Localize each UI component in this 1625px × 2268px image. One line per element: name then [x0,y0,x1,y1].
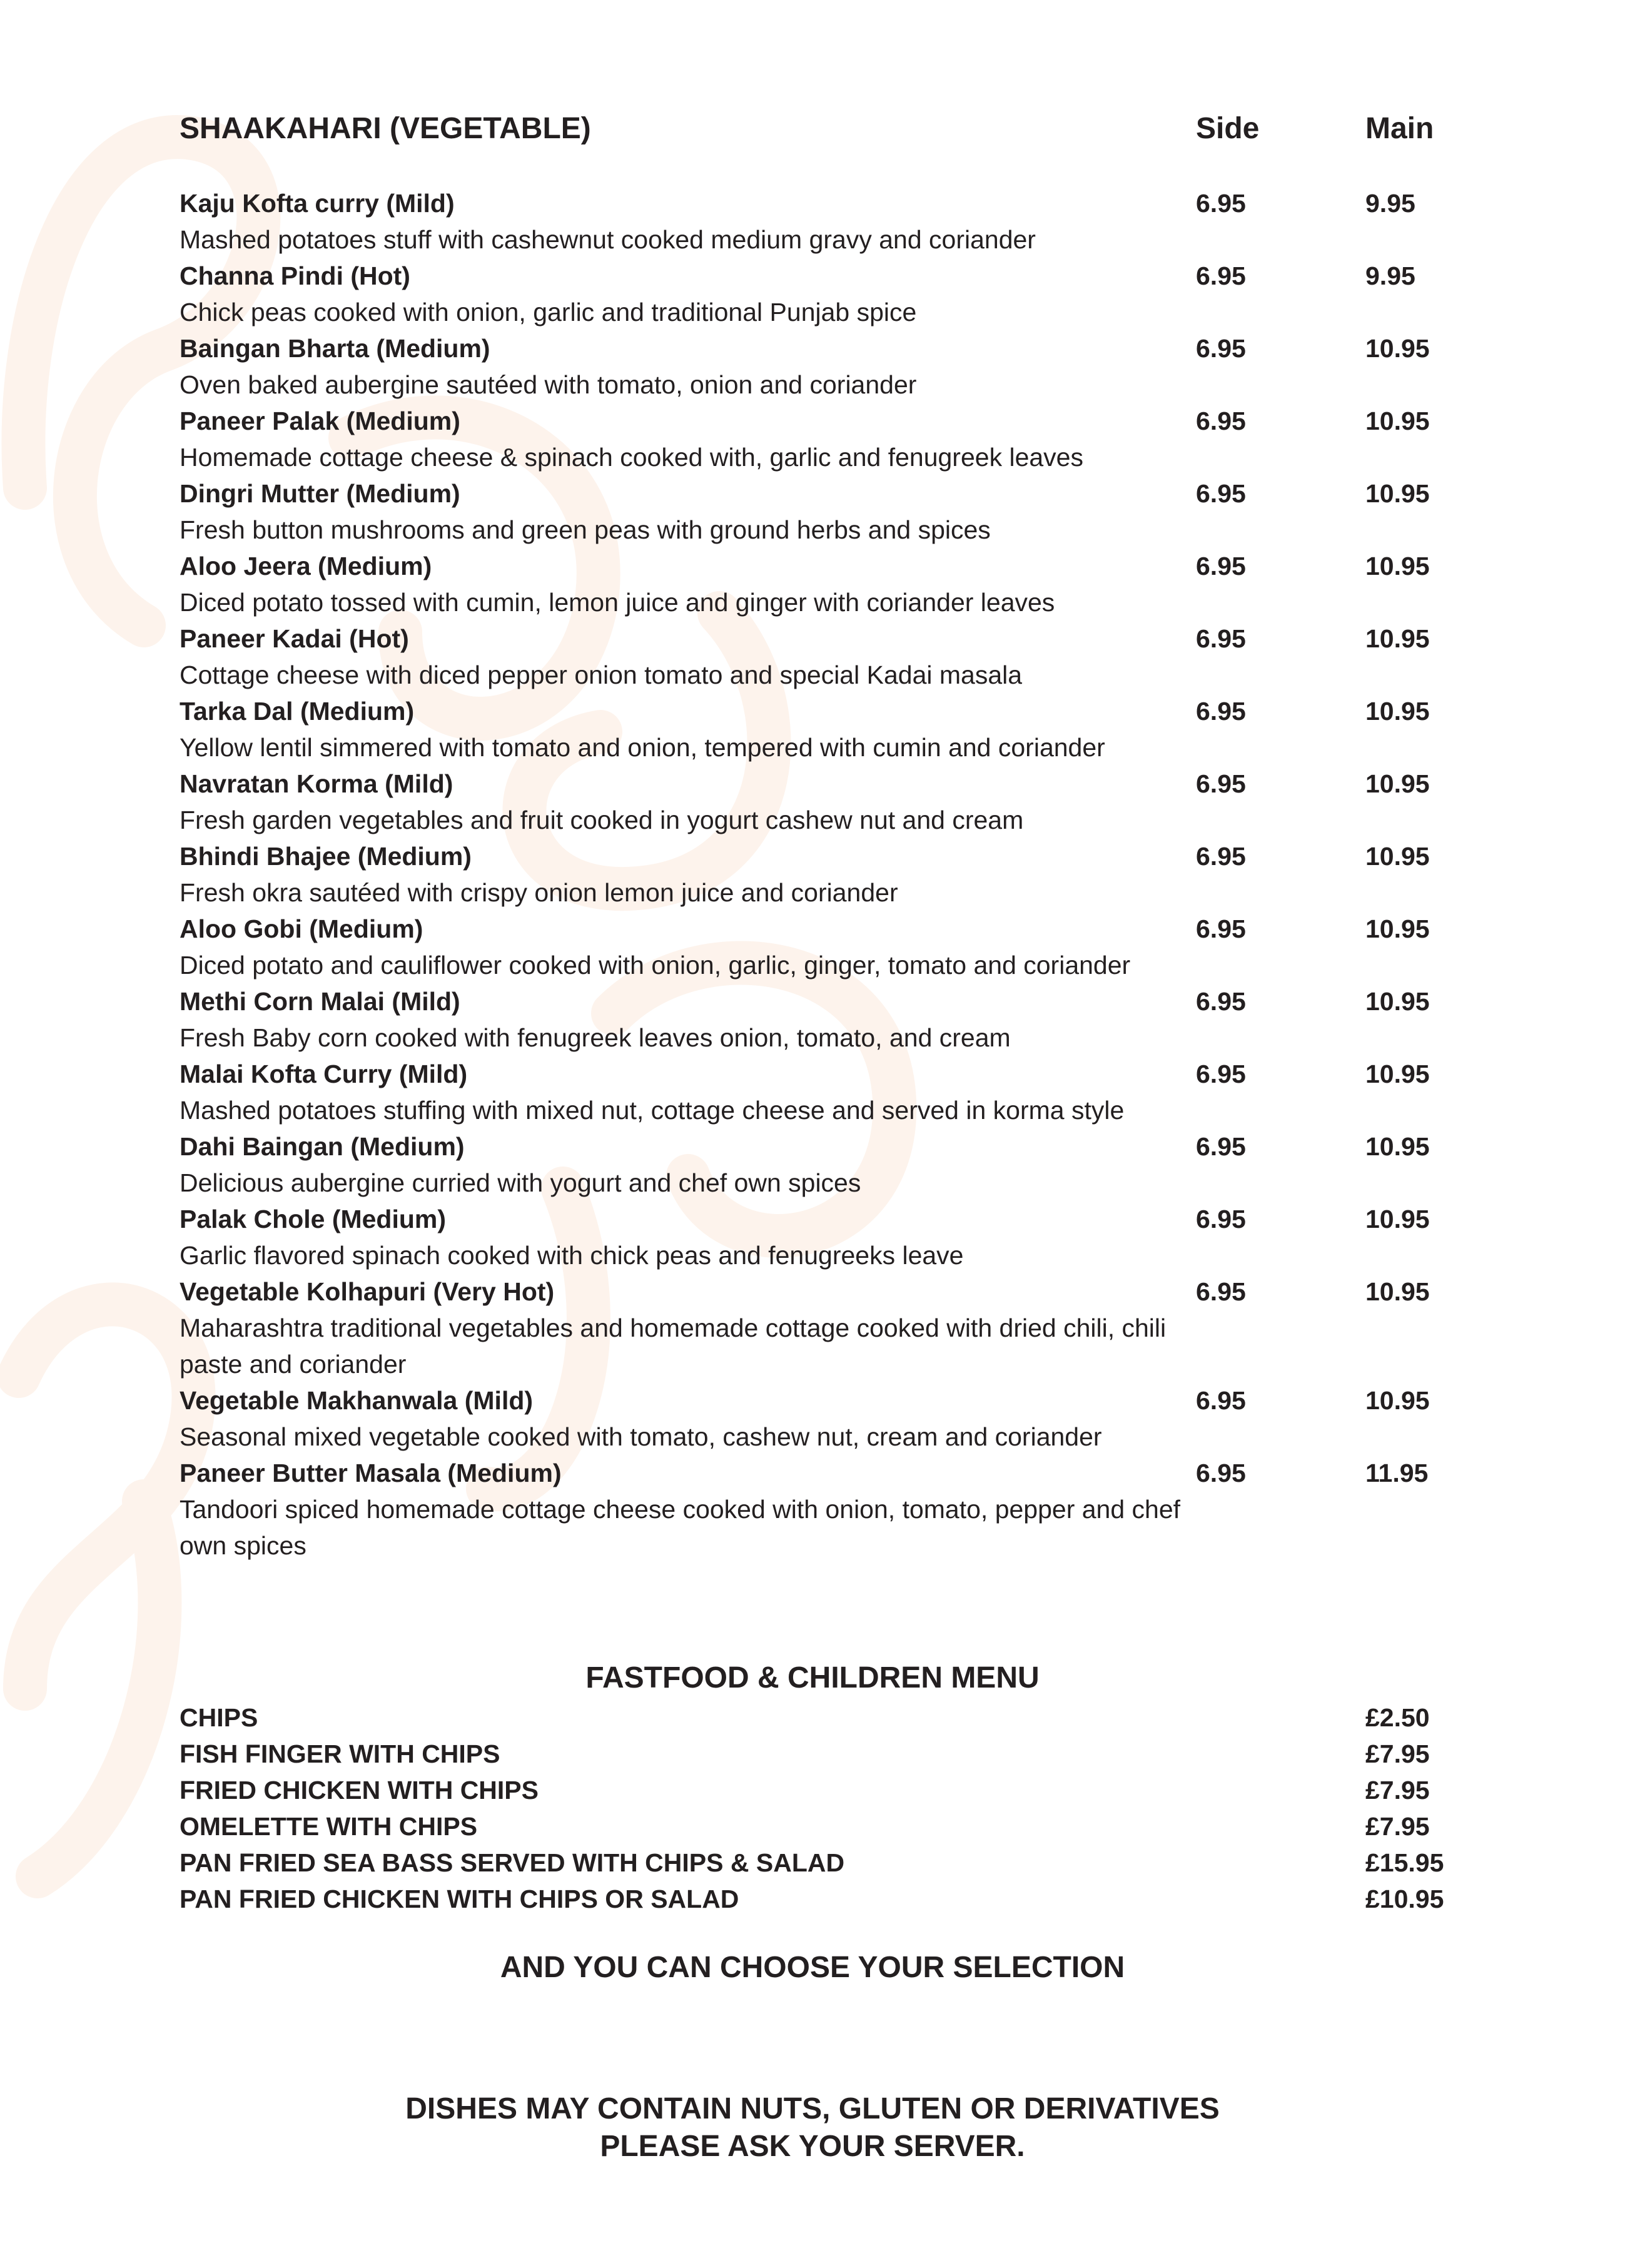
dish-side-price: 6.95 [1196,987,1246,1016]
fastfood-item [0,1736,1625,1772]
dish-name-row [0,1382,1625,1419]
allergen-disclaimer [0,2090,1625,2165]
dish-description: Diced potato tossed with cumin, lemon juice and ginger with coriander leaves [180,588,1055,617]
dish-main-price: 10.95 [1365,914,1430,943]
dish-name: Tarka Dal (Medium) [180,697,415,726]
dish-main-price: 10.95 [1365,697,1430,726]
dish-description: Tandoori spiced homemade cottage cheese cooked with onion, tomato, pepper and chef own spices [180,1495,1181,1560]
dish-side-price: 6.95 [1196,1459,1246,1487]
dish-item [0,185,1625,258]
dish-item [0,475,1625,548]
dish-name-row [0,403,1625,439]
dish-name-row [0,693,1625,729]
dish-item [0,1128,1625,1201]
vegetable-dish-list [0,185,1625,1564]
dish-main-price: 10.95 [1365,769,1430,798]
dish-name: Aloo Gobi (Medium) [180,914,423,943]
fastfood-item-label: PAN FRIED CHICKEN WITH CHIPS OR SALAD [180,1885,739,1913]
dish-description: Fresh okra sautéed with crispy onion lemon juice and coriander [180,878,898,907]
dish-side-price: 6.95 [1196,769,1246,798]
dish-name-row [0,548,1625,584]
dish-name-row [0,185,1625,221]
dish-item [0,693,1625,766]
dish-name: Baingan Bharta (Medium) [180,334,490,363]
dish-main-price: 10.95 [1365,1205,1430,1233]
dish-main-price: 10.95 [1365,987,1430,1016]
dish-side-price: 6.95 [1196,1205,1246,1233]
dish-main-price: 10.95 [1365,407,1430,435]
column-header-main: Main [1365,112,1434,145]
dish-item [0,766,1625,838]
dish-side-price: 6.95 [1196,407,1246,435]
dish-main-price: 9.95 [1365,261,1415,290]
fastfood-item [0,1772,1625,1808]
dish-description: Oven baked aubergine sautéed with tomato, onion and coriander [180,370,917,399]
dish-description: Seasonal mixed vegetable cooked with tomato, cashew nut, cream and coriander [180,1422,1102,1451]
dish-description: Chick peas cooked with onion, garlic and traditional Punjab spice [180,298,917,327]
dish-description: Delicious aubergine curried with yogurt and chef own spices [180,1168,861,1197]
dish-side-price: 6.95 [1196,552,1246,580]
dish-name: Methi Corn Malai (Mild) [180,987,460,1016]
dish-name: Aloo Jeera (Medium) [180,552,432,580]
dish-name: Dahi Baingan (Medium) [180,1132,465,1161]
choose-selection-note: AND YOU CAN CHOOSE YOUR SELECTION [500,1951,1125,1984]
fastfood-item-price: £7.95 [1365,1739,1430,1768]
dish-name: Paneer Kadai (Hot) [180,624,409,653]
dish-name: Paneer Palak (Medium) [180,407,460,435]
dish-name: Paneer Butter Masala (Medium) [180,1459,562,1487]
dish-item [0,620,1625,693]
dish-name: Malai Kofta Curry (Mild) [180,1060,468,1088]
dish-item [0,838,1625,911]
fastfood-item-price: £2.50 [1365,1703,1430,1732]
dish-side-price: 6.95 [1196,842,1246,871]
dish-name-row [0,1273,1625,1310]
dish-description: Cottage cheese with diced pepper onion tomato and special Kadai masala [180,661,1023,689]
dish-item [0,403,1625,475]
dish-side-price: 6.95 [1196,624,1246,653]
fastfood-item [0,1699,1625,1736]
dish-main-price: 10.95 [1365,479,1430,508]
fastfood-item-label: PAN FRIED SEA BASS SERVED WITH CHIPS & SALAD [180,1848,845,1877]
vegetable-section-header [0,111,1625,155]
dish-item [0,1056,1625,1128]
fastfood-item-label: FISH FINGER WITH CHIPS [180,1739,500,1768]
dish-name: Vegetable Kolhapuri (Very Hot) [180,1277,555,1306]
dish-item [0,1455,1625,1564]
dish-description: Diced potato and cauliflower cooked with onion, garlic, ginger, tomato and coriander [180,951,1131,980]
dish-name-row [0,330,1625,367]
dish-description: Yellow lentil simmered with tomato and onion, tempered with cumin and coriander [180,733,1105,762]
disclaimer-line-2: PLEASE ASK YOUR SERVER. [600,2130,1025,2163]
dish-item [0,330,1625,403]
dish-item [0,258,1625,330]
dish-side-price: 6.95 [1196,1132,1246,1161]
section-title: SHAAKAHARI (VEGETABLE) [180,112,591,145]
fastfood-section-title: FASTFOOD & CHILDREN MENU [585,1661,1040,1694]
dish-main-price: 10.95 [1365,552,1430,580]
dish-name: Bhindi Bhajee (Medium) [180,842,472,871]
dish-description: Maharashtra traditional vegetables and homemade cottage cooked with dried chili, chili paste and coriander [180,1314,1167,1379]
dish-side-price: 6.95 [1196,479,1246,508]
dish-name-row [0,1128,1625,1165]
dish-description: Mashed potatoes stuff with cashewnut cooked medium gravy and coriander [180,225,1036,254]
dish-name-row [0,766,1625,802]
dish-main-price: 10.95 [1365,1132,1430,1161]
fastfood-item [0,1845,1625,1881]
dish-main-price: 10.95 [1365,842,1430,871]
dish-side-price: 6.95 [1196,1060,1246,1088]
dish-name: Vegetable Makhanwala (Mild) [180,1386,534,1415]
dish-item [0,911,1625,983]
dish-main-price: 10.95 [1365,1060,1430,1088]
fastfood-item-label: FRIED CHICKEN WITH CHIPS [180,1776,539,1805]
dish-description: Fresh garden vegetables and fruit cooked in yogurt cashew nut and cream [180,806,1024,834]
dish-main-price: 10.95 [1365,1386,1430,1415]
dish-description: Fresh button mushrooms and green peas with ground herbs and spices [180,515,991,544]
fastfood-item-list [0,1699,1625,1917]
dish-main-price: 10.95 [1365,334,1430,363]
dish-name-row [0,1056,1625,1092]
dish-side-price: 6.95 [1196,1277,1246,1306]
dish-item [0,1273,1625,1382]
dish-name-row [0,620,1625,657]
dish-item [0,548,1625,620]
fastfood-item-price: £10.95 [1365,1885,1444,1913]
dish-description: Fresh Baby corn cooked with fenugreek leaves onion, tomato, and cream [180,1023,1011,1052]
disclaimer-line-1: DISHES MAY CONTAIN NUTS, GLUTEN OR DERIVATIVES [405,2092,1220,2125]
dish-name: Dingri Mutter (Medium) [180,479,460,508]
dish-description: Garlic flavored spinach cooked with chick peas and fenugreeks leave [180,1241,964,1270]
dish-description: Mashed potatoes stuffing with mixed nut, cottage cheese and served in korma style [180,1096,1125,1125]
dish-name: Channa Pindi (Hot) [180,261,410,290]
fastfood-item [0,1808,1625,1845]
dish-name-row [0,1455,1625,1491]
dish-side-price: 6.95 [1196,261,1246,290]
dish-side-price: 6.95 [1196,334,1246,363]
dish-side-price: 6.95 [1196,697,1246,726]
dish-main-price: 10.95 [1365,624,1430,653]
fastfood-item-price: £7.95 [1365,1812,1430,1841]
dish-name: Navratan Korma (Mild) [180,769,453,798]
dish-item [0,1382,1625,1455]
dish-name-row [0,911,1625,947]
dish-name-row [0,838,1625,874]
dish-description: Homemade cottage cheese & spinach cooked with, garlic and fenugreek leaves [180,443,1083,472]
dish-side-price: 6.95 [1196,914,1246,943]
dish-main-price: 10.95 [1365,1277,1430,1306]
dish-name-row [0,1201,1625,1237]
fastfood-item-label: OMELETTE WITH CHIPS [180,1812,478,1841]
dish-name-row [0,475,1625,512]
dish-item [0,983,1625,1056]
fastfood-item-price: £7.95 [1365,1776,1430,1805]
dish-main-price: 9.95 [1365,189,1415,218]
fastfood-item-label: CHIPS [180,1703,258,1732]
dish-name: Palak Chole (Medium) [180,1205,447,1233]
dish-item [0,1201,1625,1273]
dish-side-price: 6.95 [1196,189,1246,218]
column-header-side: Side [1196,112,1260,145]
dish-name-row [0,983,1625,1020]
fastfood-item [0,1881,1625,1917]
dish-name: Kaju Kofta curry (Mild) [180,189,455,218]
dish-name-row [0,258,1625,294]
dish-main-price: 11.95 [1365,1459,1429,1487]
fastfood-item-price: £15.95 [1365,1848,1444,1877]
dish-side-price: 6.95 [1196,1386,1246,1415]
